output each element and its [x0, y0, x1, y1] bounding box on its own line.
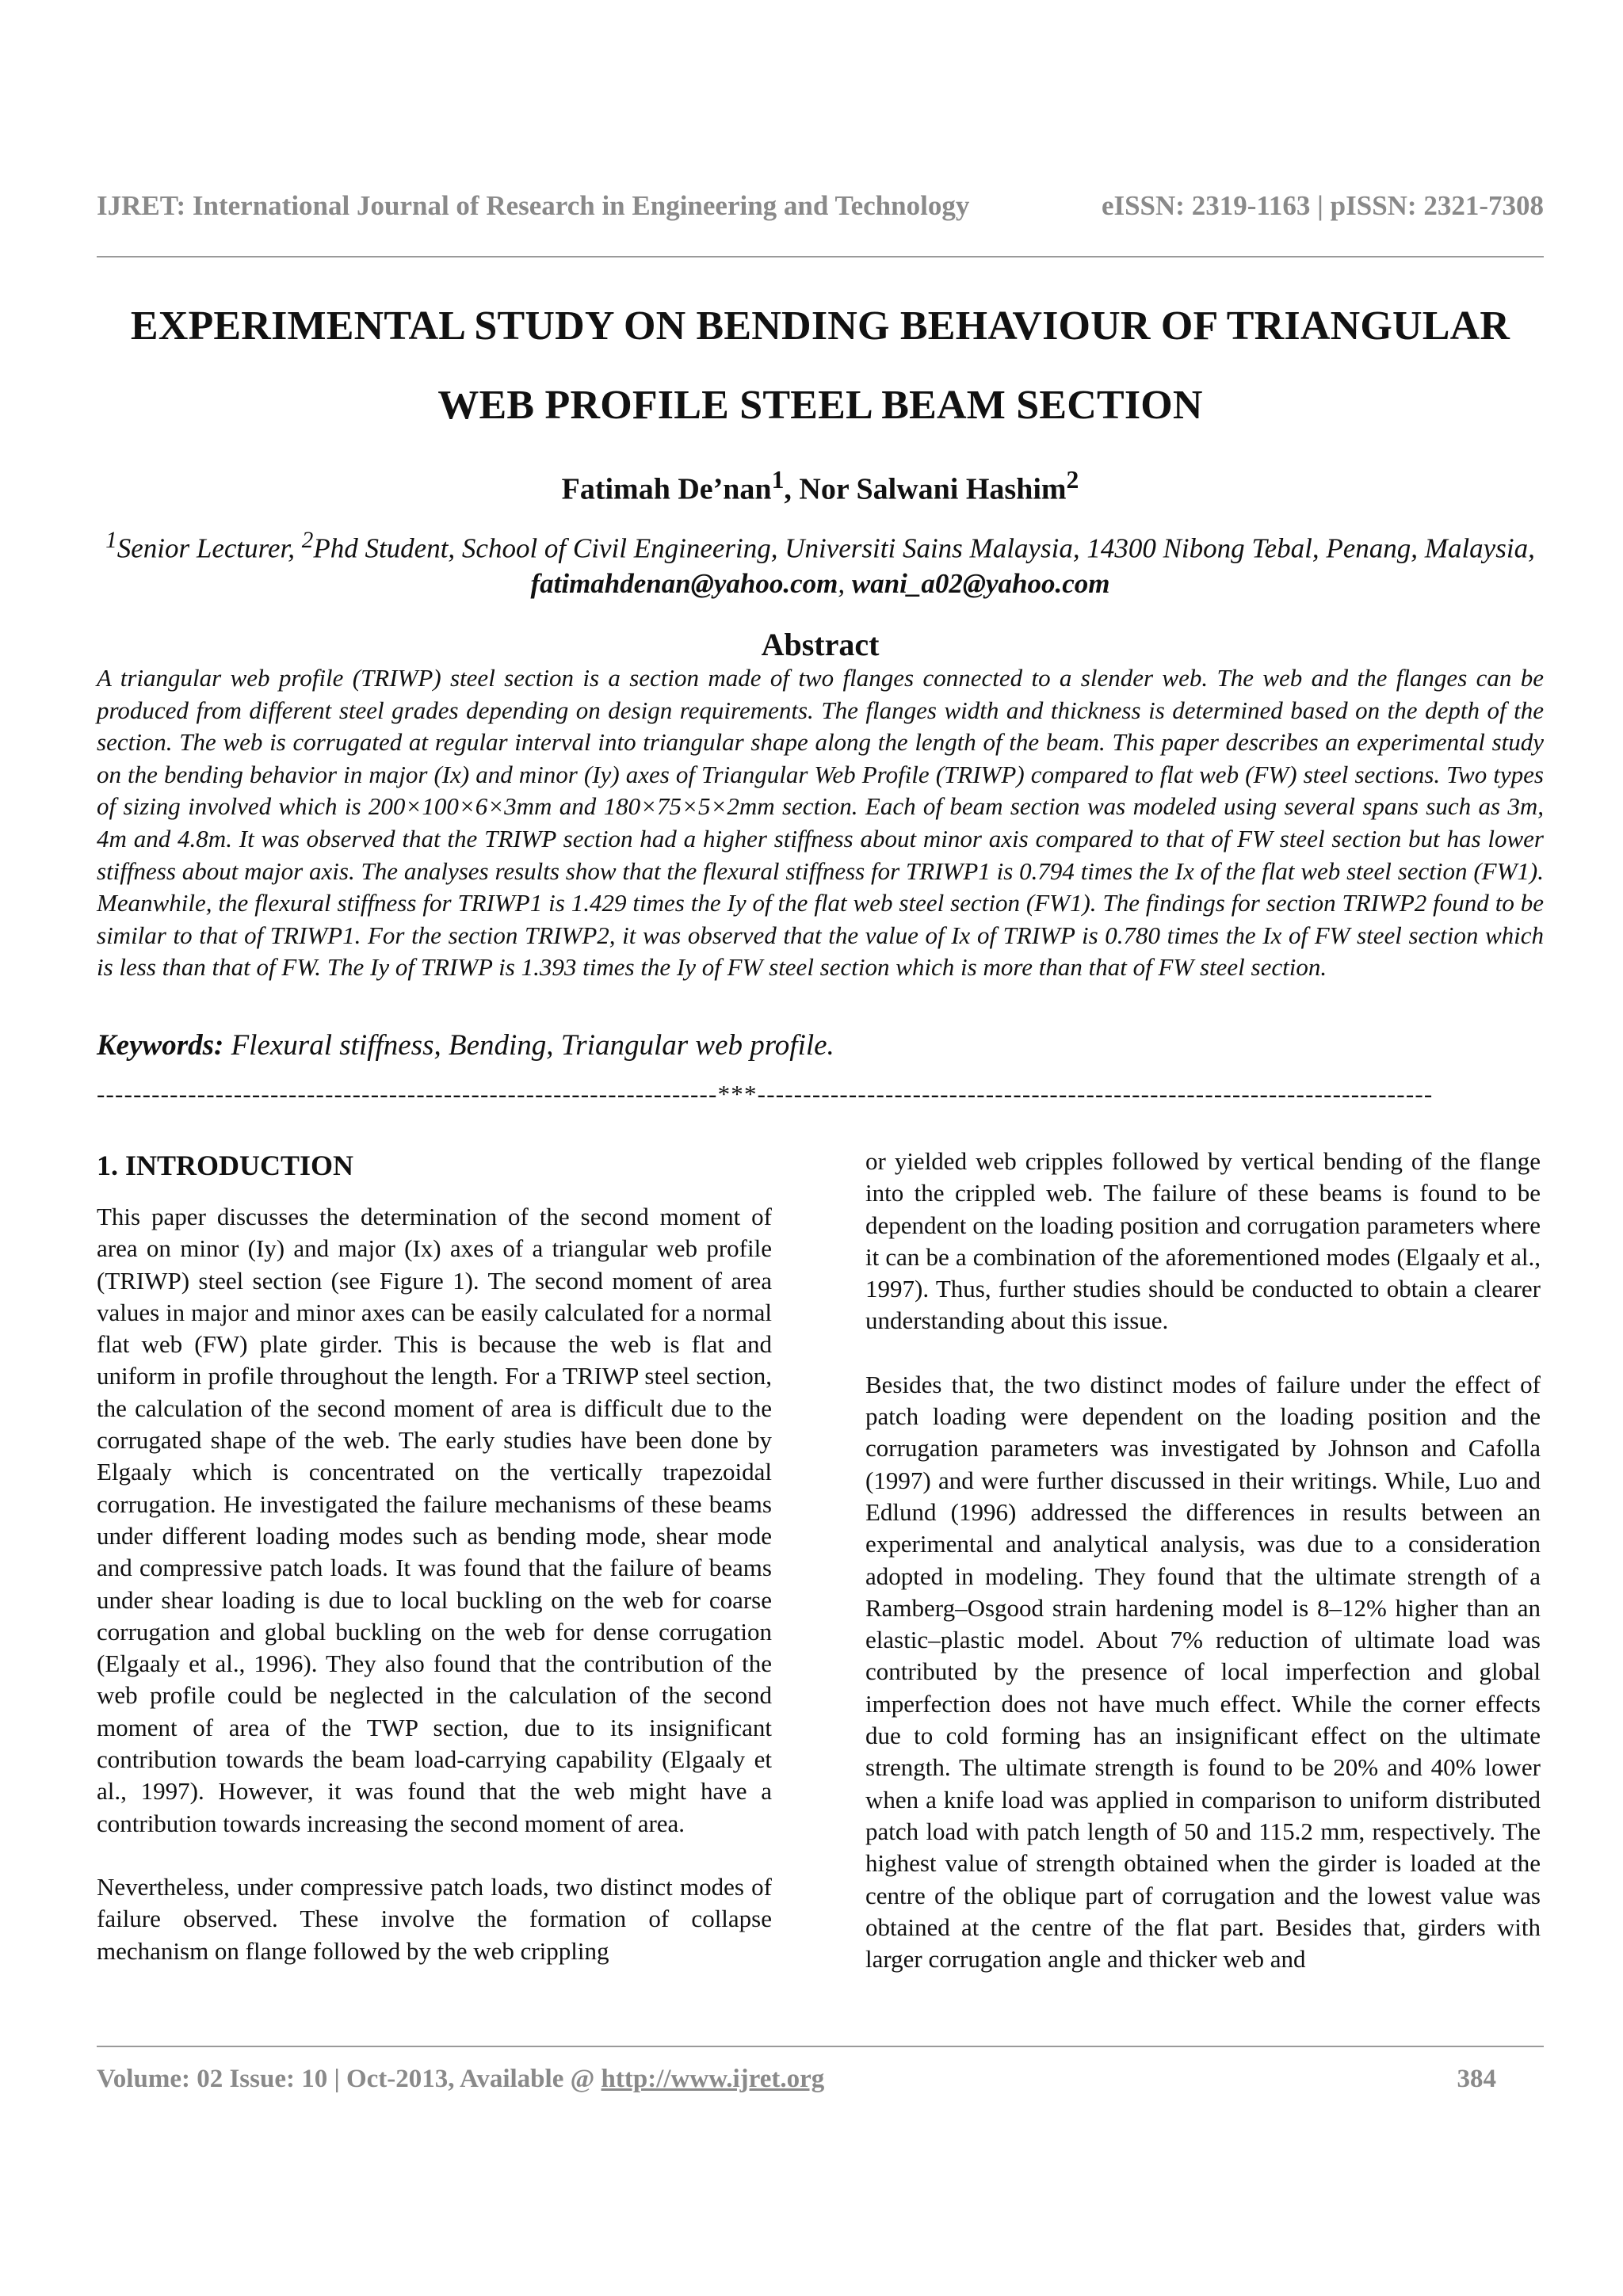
author-list: [97, 466, 1544, 507]
title-line-1: EXPERIMENTAL STUDY ON BENDING BEHAVIOUR OF TRIANGULAR: [130, 303, 1510, 349]
email-separator: ,: [838, 567, 852, 599]
affiliation: [97, 523, 1544, 601]
paragraph: Nevertheless, under compressive patch loads, two distinct modes of failure observed. These involve the formation of collapse mechanism on flange followed by the web crippling: [97, 1872, 772, 1965]
email-2[interactable]: wani_a02@yahoo.com: [851, 567, 1110, 599]
keywords: [97, 1028, 1544, 1062]
affil-mark-2: 2: [301, 528, 314, 553]
author-separator: ,: [784, 472, 800, 506]
author-2-affil-mark: 2: [1066, 466, 1079, 494]
paper-title: [97, 287, 1544, 445]
journal-link[interactable]: http://www.ijret.org: [601, 2065, 825, 2093]
affil-text: Phd Student, School of Civil Engineering, Universiti Sains Malaysia, 14300 Nibong Tebal, Penang, Malaysia,: [313, 532, 1535, 564]
affil-mark-1: 1: [105, 528, 117, 553]
abstract-text: A triangular web profile (TRIWP) steel section is a section made of two flanges connected to a slender web. The web and the flanges can be produced from different steel grades depending on design requirements. The flanges width and thickness is determined based on the depth of the section. The web is corrugated at regular interval into triangular shape along the length of the beam. This paper describes an experimental study on the bending behavior in major (Ix) and minor (Iy) axes of Triangular Web Profile (TRIWP) compared to flat web (FW) steel sections. Two types of sizing involved which is 200×100×6×3mm and 180×75×5×2mm section. Each of beam section was modeled using several spans such as 3m, 4m and 4.8m. It was observed that the TRIWP section had a higher stiffness about minor axis compared to that of FW steel section but has lower stiffness about major axis. The analyses results show that the flexural stiffness for TRIWP1 is 0.794 times the Ix of the flat web steel section (FW1). Meanwhile, the flexural stiffness for TRIWP1 is 1.429 times the Iy of the flat web steel section (FW1). The findings for section TRIWP2 found to be similar to that of TRIWP1. For the section TRIWP2, it was observed that the value of Ix of TRIWP is 0.780 times the Ix of FW steel section which is less than that of FW. The Iy of TRIWP is 1.393 times the Iy of FW steel section which is more than that of FW steel section.: [97, 664, 1544, 982]
paragraph: This paper discusses the determination of the second moment of area on minor (Iy) and major (Ix) axes of a triangular web profile (TRIWP) steel section (see Figure 1). The second moment of area values in major and minor axes can be easily calculated for a normal flat web (FW) plate girder. This is because the web is flat and uniform in profile throughout the length. For a TRIWP steel section, the calculation of the second moment of area is difficult due to the corrugated shape of the web. The early studies have been done by Elgaaly which is concentrated on the vertically trapezoidal corrugation. He investigated the failure mechanisms of these beams under different loading modes such as bending mode, shear mode and compressive patch loads. It was found that the failure of beams under shear loading is due to local buckling on the web for coarse corrugation and global buckling on the web for dense corrugation (Elgaaly et al., 1996). They also found that the contribution of the web profile could be neglected in the calculation of the second moment of area of the TWP section, due to its insignificant contribution towards the beam load-carrying capability (Elgaaly et al., 1997). However, it was found that the web might have a contribution towards increasing the second moment of area.: [97, 1203, 772, 1837]
footer-volume-text: Volume: 02 Issue: 10 | Oct-2013, Available @: [97, 2065, 601, 2093]
footer-volume: [97, 2065, 824, 2094]
author-2: Nor Salwani Hashim: [799, 472, 1067, 506]
affil-role-1: Senior Lecturer,: [116, 532, 302, 564]
author-1-affil-mark: 1: [771, 466, 785, 494]
section-separator: --------------------------------------------------------------------***--------------------------------------------------------------------------: [97, 1080, 1434, 1108]
journal-name: IJRET: International Journal of Research in Engineering and Technology: [97, 190, 970, 221]
section-heading-introduction: 1. INTRODUCTION: [97, 1150, 354, 1181]
running-header: [97, 190, 1544, 222]
title-line-2: WEB PROFILE STEEL BEAM SECTION: [437, 383, 1203, 428]
keywords-label: Keywords:: [97, 1029, 224, 1062]
email-1[interactable]: fatimahdenan@yahoo.com: [530, 567, 838, 599]
keywords-text: Flexural stiffness, Bending, Triangular web profile.: [223, 1029, 834, 1062]
right-column: [865, 1146, 1541, 2007]
paragraph: or yielded web cripples followed by vertical bending of the flange into the crippled web. The failure of these beams is found to be dependent on the loading position and corrugation parameters where it can be a combination of the aforementioned modes (Elgaaly et al., 1997). Thus, further studies should be conducted to obtain a clearer understanding about this issue.: [865, 1147, 1541, 1335]
page-number: 384: [1457, 2065, 1496, 2093]
header-rule: [97, 256, 1544, 257]
left-column: [97, 1201, 772, 1999]
author-1: Fatimah De’nan: [561, 472, 772, 506]
issn: eISSN: 2319-1163 | pISSN: 2321-7308: [1101, 190, 1544, 221]
footer-rule: [97, 2046, 1544, 2047]
page-footer: [97, 2065, 1544, 2094]
abstract-heading: Abstract: [761, 627, 880, 662]
paragraph: Besides that, the two distinct modes of failure under the effect of patch loading were dependent on the loading position and the corrugation parameters was investigated by Johnson and Cafolla (1997) and were further discussed in their writings. While, Luo and Edlund (1996) addressed the differences in results between an experimental and analytical analysis, was due to a consideration adopted in modeling. They found that the ultimate strength of a Ramberg–Osgood strain hardening model is 8–12% higher than an elastic–plastic model. About 7% reduction of ultimate load was contributed by the presence of local imperfection and global imperfection does not have much effect. While the corner effects due to cold forming has an insignificant effect on the ultimate strength. The ultimate strength is found to be 20% and 40% lower when a knife load was applied in comparison to uniform distributed patch load with patch length of 50 and 115.2 mm, respectively. The highest value of strength obtained when the girder is loaded at the centre of the oblique part of corrugation and the lowest value was obtained at the centre of the flat part. Besides that, girders with larger corrugation angle and thicker web and: [865, 1370, 1541, 1974]
